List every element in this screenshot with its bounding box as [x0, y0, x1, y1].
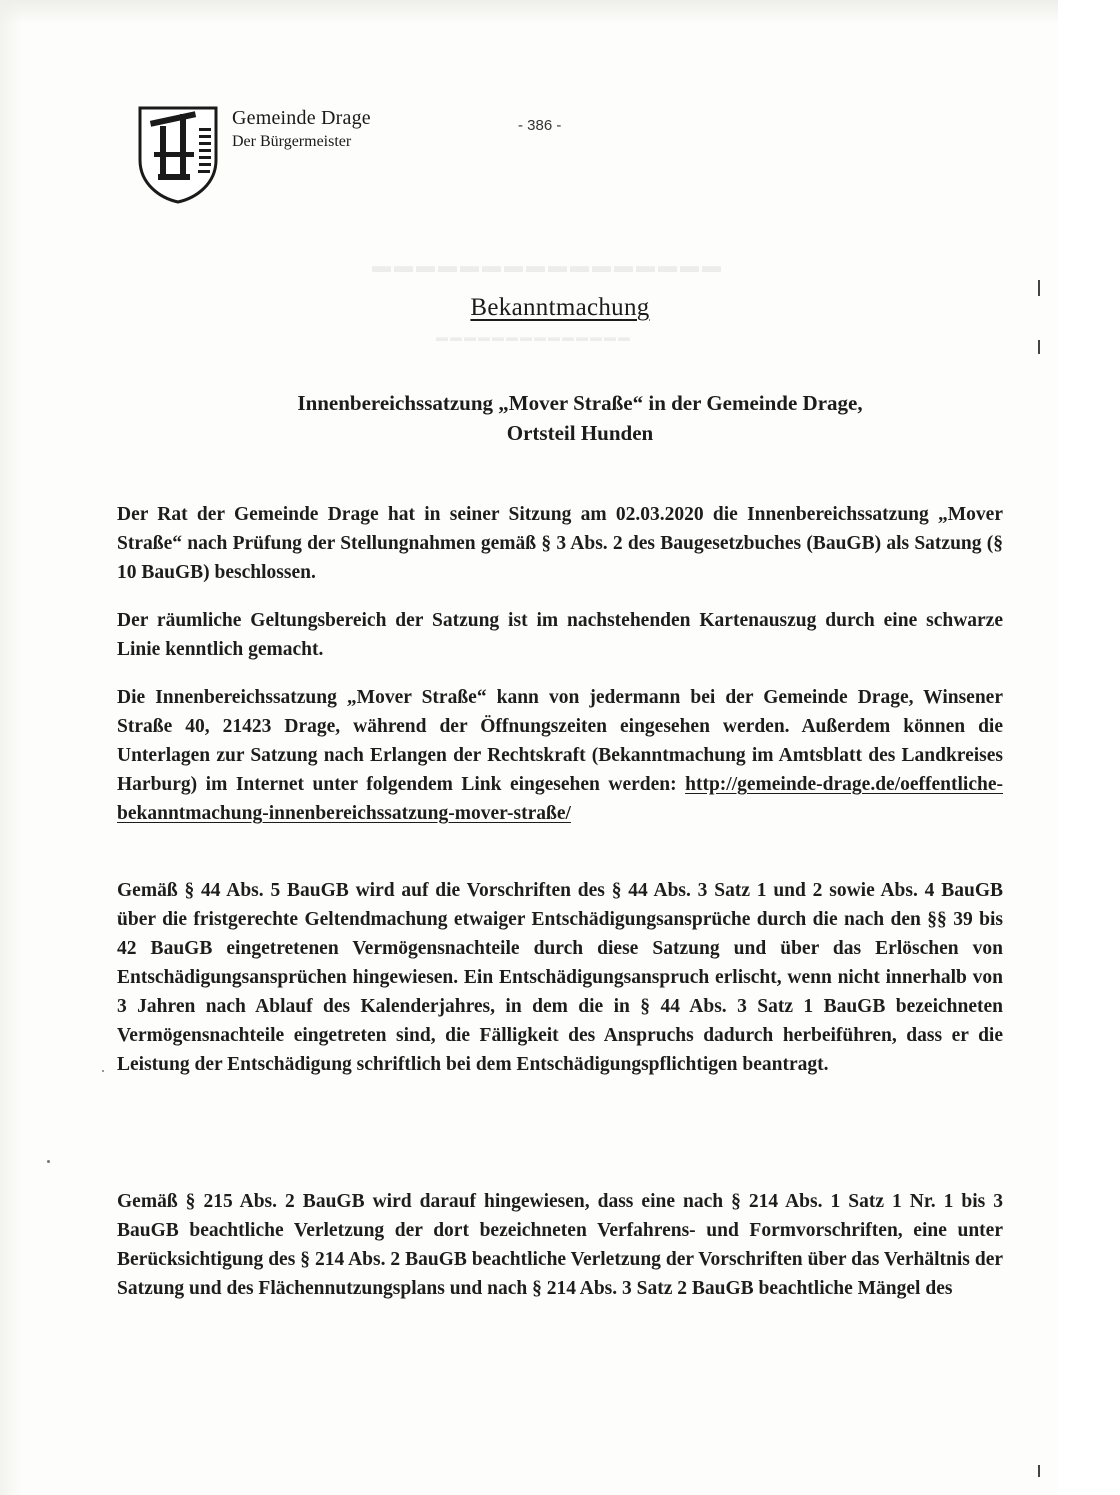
page-number: - 386 -: [518, 117, 562, 134]
paragraph-compensation: Gemäß § 44 Abs. 5 BauGB wird auf die Vorschriften des § 44 Abs. 3 Satz 1 und 2 sowie Abs. 4 BauGB über die fristgerechte Geltendmachung etwaiger Entschädigungsansprüche durch die nach den §§ 39 bis 42 BauGB eingetretenen Vermögensnachteile durch diese Satzung und über das Erlöschen von Entschädigungsansprüchen hingewiesen. Ein Entschädigungsanspruch erlischt, wenn nicht innerhalb von 3 Jahren nach Ablauf des Kalenderjahres, in dem die in § 44 Abs. 3 Satz 1 BauGB bezeichneten Vermögensnachteile eingetreten sind, die Fälligkeit des Anspruchs dadurch herbeiführen, dass er die Leistung der Entschädigung schriftlich bei dem Entschädigungspflichtigen beantragt.: [117, 880, 1003, 1075]
show-through-artifact: ▬▬▬▬▬▬▬▬▬▬▬▬▬▬: [436, 330, 632, 344]
paragraph-inspection: [117, 683, 1003, 828]
scan-shadow-top: [0, 0, 1058, 24]
statute-web-link[interactable]: http://gemeinde-drage.de/oeffentliche-bekanntmachung-innenbereichssatzung-mover-straße/: [117, 774, 1003, 824]
municipality-name: Gemeinde Drage: [232, 107, 371, 129]
show-through-artifact: ▬▬▬▬▬▬▬▬▬▬▬▬▬▬▬▬: [372, 256, 724, 277]
subject-line: Innenbereichssatzung „Mover Straße“ in der Gemeinde Drage,: [297, 391, 863, 415]
paragraph-inspection-text: Die Innenbereichssatzung „Mover Straße“ kann von jedermann bei der Gemeinde Drage, Winsener Straße 40, 21423 Drage, während der Öffnungszeiten eingesehen werden. Außerdem können die Unterlagen zur Satzung nach Erlangen der Rechtskraft (Bekanntmachung im Amtsblatt des Landkreises Harburg) im Internet unter folgendem Link eingesehen werden:: [117, 687, 1003, 795]
scan-edge-mark: [1038, 1465, 1040, 1477]
scan-speck: [47, 1160, 50, 1163]
office-name: Der Bürgermeister: [232, 133, 352, 150]
document-title: Bekanntmachung: [470, 294, 650, 321]
paragraph-scope: Der räumliche Geltungsbereich der Satzung ist im nachstehenden Kartenauszug durch eine schwarze Linie kenntlich gemacht.: [117, 610, 1003, 660]
paragraph-violations: Gemäß § 215 Abs. 2 BauGB wird darauf hingewiesen, dass eine nach § 214 Abs. 1 Satz 1 Nr. 1 bis 3 BauGB beachtliche Verletzung der dort bezeichneten Verfahrens- und Formvorschriften, eine unter Berücksichtigung des § 214 Abs. 2 BauGB beachtliche Verletzung der Vorschriften über das Verhältnis der Satzung und des Flächennutzungsplans und nach § 214 Abs. 3 Satz 2 BauGB beachtliche Mängel des: [117, 1191, 1003, 1299]
document-subject: [160, 388, 1000, 448]
subject-line: Ortsteil Hunden: [506, 421, 654, 445]
coat-of-arms-icon: [136, 104, 220, 204]
scan-edge-mark: [1038, 340, 1040, 354]
scan-shadow-left: [0, 0, 22, 1495]
scan-speck: [102, 1070, 104, 1072]
paragraph-resolution: Der Rat der Gemeinde Drage hat in seiner Sitzung am 02.03.2020 die Innenbereichssatzung „Mover Straße“ nach Prüfung der Stellungnahmen gemäß § 3 Abs. 2 des Baugesetzbuches (BauGB) als Satzung (§ 10 BauGB) beschlossen.: [117, 504, 1003, 583]
letterhead: [232, 106, 371, 154]
scan-edge-mark: [1038, 280, 1040, 296]
